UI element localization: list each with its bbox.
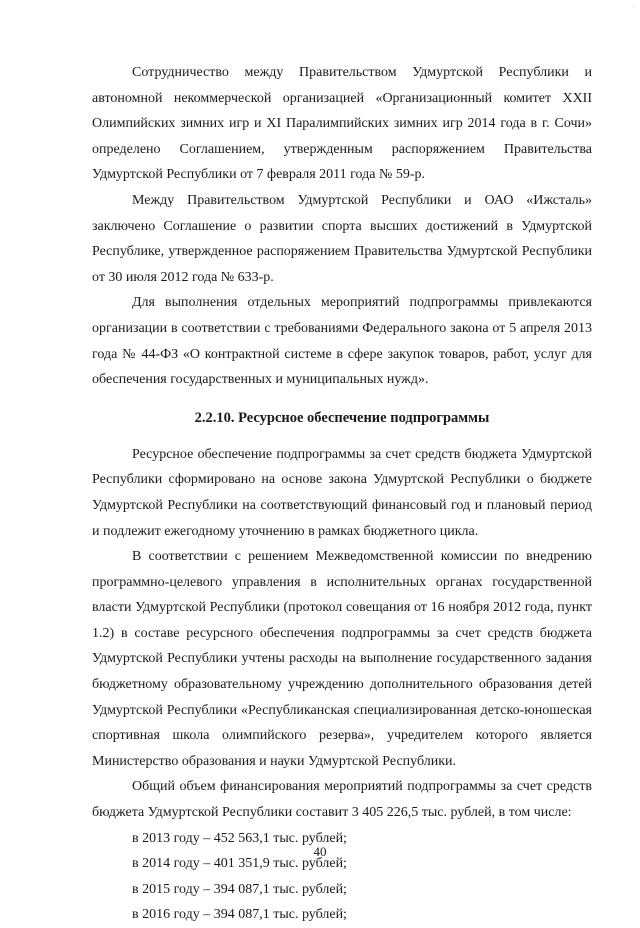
paragraph-federal-law: Для выполнения отдельных мероприятий подпрограммы привлекаются организации в соответствии с требованиями Федерального закона от 5 апреля 2013 года № 44-ФЗ «О контрактной системе в сфере закупок товаров, работ, услуг для обеспечения государственных и муниципальных нужд». xyxy=(92,295,592,388)
funding-item-2016: в 2016 году – 394 087,1 тыс. рублей; xyxy=(132,907,347,923)
paragraph-total-funding: Общий объем финансирования мероприятий подпрограммы за счет средств бюджета Удмуртской Республики составит 3 405 226,5 тыс. рублей, в том числе: xyxy=(92,779,592,821)
paragraph-sochi-agreement: Сотрудничество между Правительством Удмуртской Республики и автономной некоммерческой организацией «Организационный комитет XXII Олимпийских зимних игр и XI Паралимпийских зимних игр 2014 года в г. Сочи» определено Соглашением, утвержденным распоряжением Правительства Удмуртской Республики от 7 февраля 2011 года № 59-р. xyxy=(92,65,592,183)
funding-item-2015: в 2015 году – 394 087,1 тыс. рублей; xyxy=(132,881,347,897)
section-heading: 2.2.10. Ресурсное обеспечение подпрограммы xyxy=(194,409,490,426)
funding-item-2013: в 2013 году – 452 563,1 тыс. рублей; xyxy=(132,830,347,846)
paragraph-commission-decision: В соответствии с решением Межведомственной комиссии по внедрению программно-целевого управления в исполнительных органах государственной власти Удмуртской Республики (протокол совещания от 16 ноября 2012 года, пункт 1.2) в составе ресурсного обеспечения подпрограммы за счет средств бюджета Удмуртской Республики учтены расходы на выполнение государственного задания бюджетному образовательному учреждению дополнительного образования детей Удмуртской Республики «Республиканская специализированная детско-юношеская спортивная школа олимпийского резерва», учредителем которого является Министерство образования и науки Удмуртской Республики. xyxy=(92,549,592,769)
page-number: 40 xyxy=(313,844,327,859)
page-content xyxy=(92,60,592,928)
funding-item-2014: в 2014 году – 401 351,9 тыс. рублей; xyxy=(132,856,347,872)
paragraph-resource-basis: Ресурсное обеспечение подпрограммы за счет средств бюджета Удмуртской Республики сформировано на основе закона Удмуртской Республики о бюджете Удмуртской Республики на соответствующий финансовый год и плановый период и подлежит ежегодному уточнению в рамках бюджетного цикла. xyxy=(92,446,592,539)
scan-mark: · xyxy=(632,4,634,10)
paragraph-izhstal-agreement: Между Правительством Удмуртской Республики и ОАО «Ижсталь» заключено Соглашение о развитии спорта высших достижений в Удмуртской Республике, утвержденное распоряжением Правительства Удмуртской Республики от 30 июля 2012 года № 633-р. xyxy=(92,192,592,285)
